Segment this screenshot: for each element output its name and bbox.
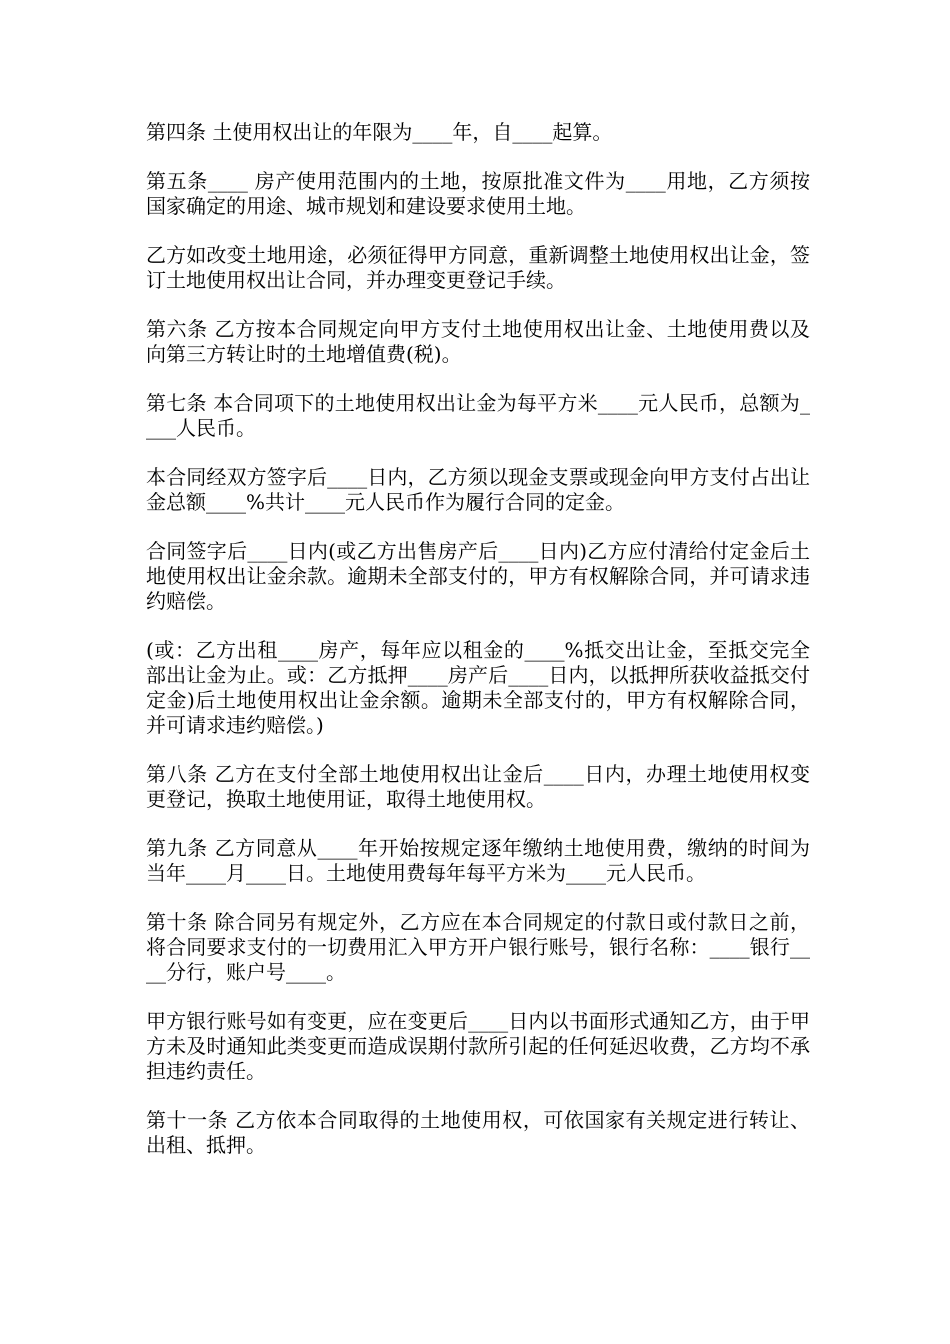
paragraph-land-use-change: 乙方如改变土地用途，必须征得甲方同意，重新调整土地使用权出让金，签订土地使用权出让合同，并办理变更登记手续。 bbox=[146, 243, 810, 292]
document-page bbox=[146, 120, 810, 1182]
paragraph-article-6: 第六条 乙方按本合同规定向甲方支付土地使用权出让金、土地使用费以及向第三方转让时的土地增值费(税)。 bbox=[146, 317, 810, 366]
paragraph-article-11: 第十一条 乙方依本合同取得的土地使用权，可依国家有关规定进行转让、出租、抵押。 bbox=[146, 1108, 810, 1157]
paragraph-article-7: 第七条 本合同项下的土地使用权出让金为每平方米____元人民币，总额为____人民币。 bbox=[146, 391, 810, 440]
paragraph-deposit: 本合同经双方签字后____日内，乙方须以现金支票或现金向甲方支付占出让金总额____%共计____元人民币作为履行合同的定金。 bbox=[146, 465, 810, 514]
paragraph-balance-payment: 合同签字后____日内(或乙方出售房产后____日内)乙方应付清给付定金后土地使用权出让金余款。逾期未全部支付的，甲方有权解除合同，并可请求违约赔偿。 bbox=[146, 539, 810, 613]
paragraph-article-10: 第十条 除合同另有规定外，乙方应在本合同规定的付款日或付款日之前，将合同要求支付的一切费用汇入甲方开户银行账号，银行名称：____银行____分行，账户号____。 bbox=[146, 910, 810, 984]
paragraph-bank-account-change: 甲方银行账号如有变更，应在变更后____日内以书面形式通知乙方，由于甲方未及时通知此类变更而造成误期付款所引起的任何延迟收费，乙方均不承担违约责任。 bbox=[146, 1009, 810, 1083]
paragraph-article-4: 第四条 土使用权出让的年限为____年，自____起算。 bbox=[146, 120, 613, 144]
paragraph-lease-mortgage-option: (或：乙方出租____房产，每年应以租金的____%抵交出让金，至抵交完全部出让金为止。或：乙方抵押____房产后____日内，以抵押所获收益抵交付定金)后土地使用权出让金余额。逾期未全部支付的，甲方有权解除合同，并可请求违约赔偿。) bbox=[146, 638, 810, 737]
paragraph-article-8: 第八条 乙方在支付全部土地使用权出让金后____日内，办理土地使用权变更登记，换取土地使用证，取得土地使用权。 bbox=[146, 762, 810, 811]
paragraph-article-5: 第五条____ 房产使用范围内的土地，按原批准文件为____用地，乙方须按国家确定的用途、城市规划和建设要求使用土地。 bbox=[146, 169, 810, 218]
paragraph-article-9: 第九条 乙方同意从____年开始按规定逐年缴纳土地使用费，缴纳的时间为当年____月____日。土地使用费每年每平方米为____元人民币。 bbox=[146, 836, 810, 885]
